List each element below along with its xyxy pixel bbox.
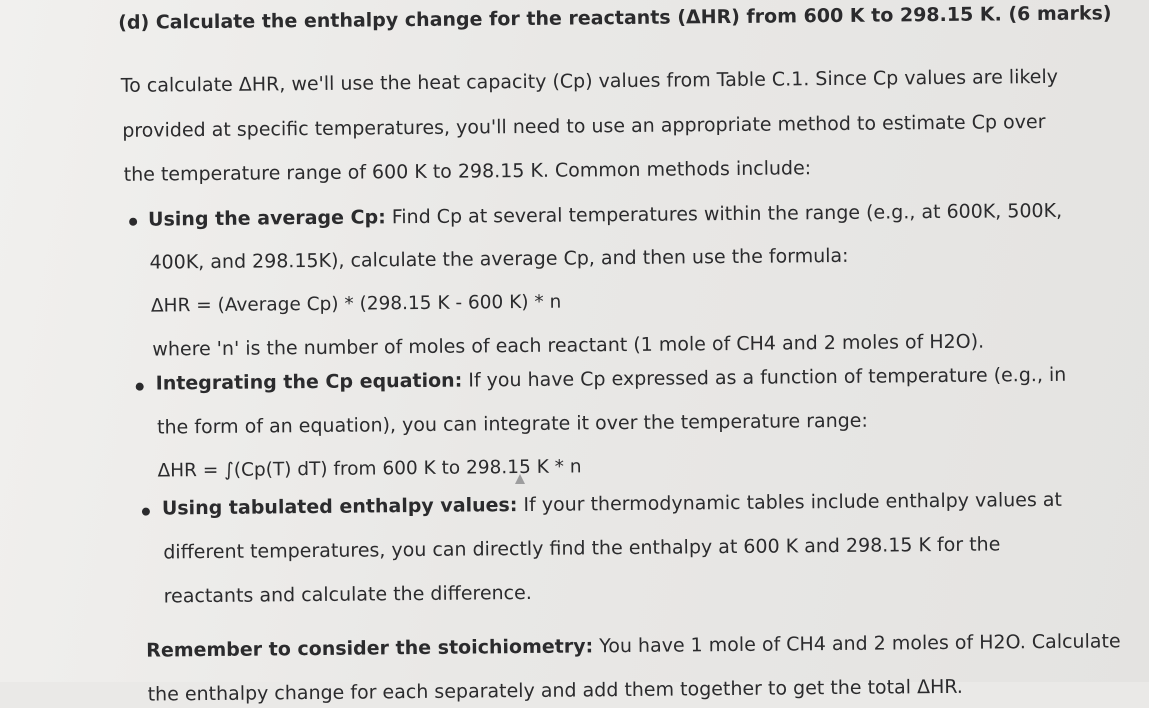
question-heading: (d) Calculate the enthalpy change for the reactants (ΔHR) from 600 K to 298.15 K. (6 marks): [118, 2, 1112, 34]
closing-line-2: the enthalpy change for each separately and add them together to get the total ΔHR.: [147, 675, 963, 706]
bullet-2-text: If you have Cp expressed as a function of temperature (e.g., in: [462, 363, 1067, 392]
mouse-cursor-icon: [515, 474, 525, 484]
closing-line-1: [146, 629, 1121, 662]
bullet-1-title: Using the average Cp:: [148, 206, 386, 231]
bullet-3-line-3: reactants and calculate the difference.: [163, 581, 532, 608]
bullet-1-line-2: 400K, and 298.15K), calculate the average Cp, and then use the formula:: [149, 244, 849, 274]
bullet-1-line-1: [148, 199, 1062, 232]
intro-line-1: To calculate ΔHR, we'll use the heat capacity (Cp) values from Table C.1. Since Cp values are likely: [120, 65, 1059, 97]
bullet-2-line-2: the form of an equation), you can integrate it over the temperature range:: [157, 409, 868, 439]
bullet-2-line-1: [156, 363, 1067, 396]
intro-line-2: provided at specific temperatures, you'll need to use an appropriate method to estimate Cp over: [122, 110, 1046, 142]
closing-title: Remember to consider the stoichiometry:: [146, 635, 594, 662]
intro-line-3: the temperature range of 600 K to 298.15 K. Common methods include:: [123, 157, 812, 186]
closing-text: You have 1 mole of CH4 and 2 moles of H2O. Calculate: [593, 630, 1121, 658]
bullet-3-line-2: different temperatures, you can directly find the enthalpy at 600 K and 298.15 K for the: [163, 533, 1001, 564]
bullet-3-line-1: [162, 488, 1062, 521]
bullet-3-title: Using tabulated enthalpy values:: [161, 494, 518, 520]
bullet-dot-3: [142, 508, 150, 516]
bullet-1-note: where 'n' is the number of moles of each reactant (1 mole of CH4 and 2 moles of H2O).: [152, 330, 985, 361]
bullet-dot-2: [136, 383, 144, 391]
bullet-3-text: If your thermodynamic tables include enthalpy values at: [517, 488, 1063, 517]
bullet-2-formula: ΔHR = ∫(Cp(T) dT) from 600 K to 298.15 K * n: [157, 456, 582, 482]
bullet-1-formula: ΔHR = (Average Cp) * (298.15 K - 600 K) * n: [150, 291, 562, 317]
bullet-2-title: Integrating the Cp equation:: [155, 369, 463, 395]
bullet-1-text: Find Cp at several temperatures within the range (e.g., at 600K, 500K,: [385, 199, 1063, 229]
bullet-dot-1: [129, 218, 137, 226]
